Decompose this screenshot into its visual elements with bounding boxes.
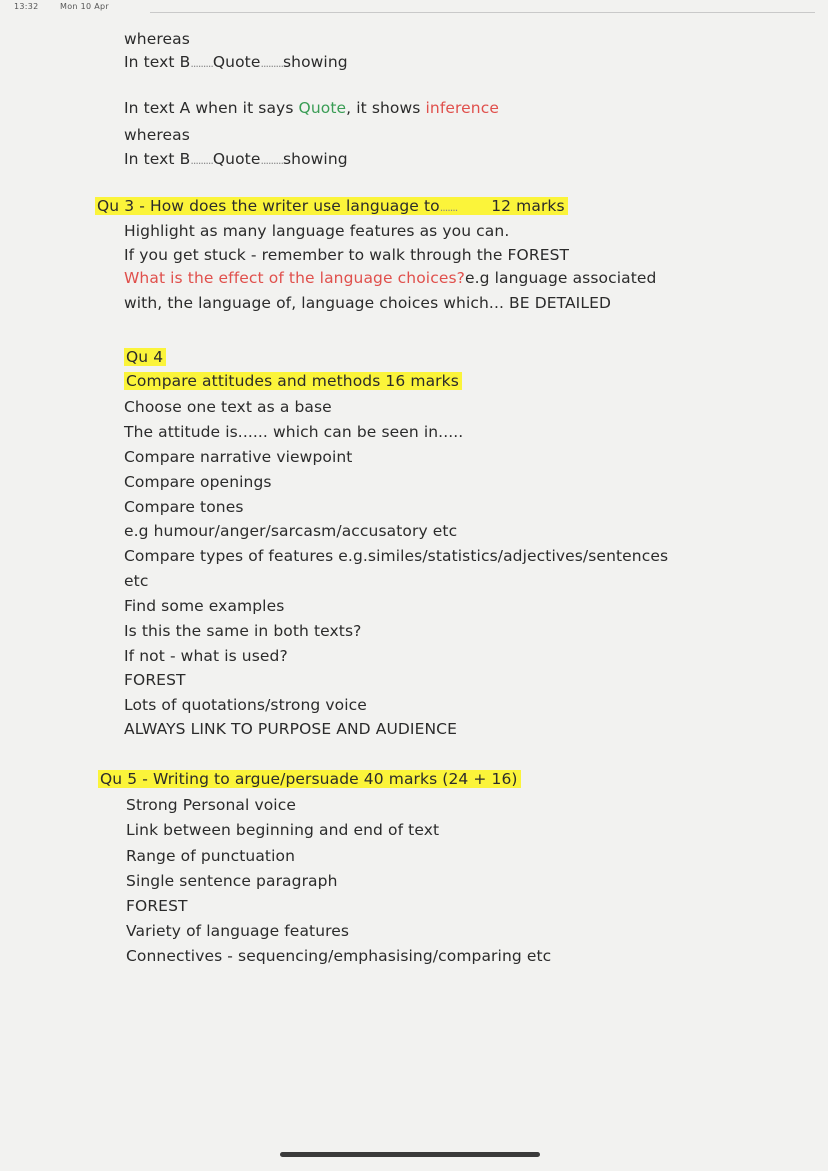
qu3-effect-rest: e.g language associated bbox=[464, 269, 657, 287]
dots: ......... bbox=[190, 57, 213, 70]
inference-word-red: inference bbox=[425, 99, 499, 117]
dots: ....... bbox=[439, 201, 458, 214]
text-b-prefix: In text B bbox=[124, 150, 191, 168]
qu5-heading bbox=[98, 769, 521, 789]
qu4-line: Compare tones bbox=[124, 498, 244, 516]
text-a-prefix: In text A when it says bbox=[124, 99, 299, 117]
status-date: Mon 10 Apr bbox=[60, 2, 109, 11]
home-indicator[interactable] bbox=[280, 1152, 540, 1157]
qu5-heading-highlight: Qu 5 - Writing to argue/persuade 40 marks (24 + 16) bbox=[98, 770, 521, 788]
qu4-line: FOREST bbox=[124, 671, 186, 689]
qu4-line: e.g humour/anger/sarcasm/accusatory etc bbox=[124, 522, 458, 540]
qu3-effect-red: What is the effect of the language choices? bbox=[124, 269, 465, 287]
qu5-line: FOREST bbox=[126, 897, 188, 915]
showing-word: showing bbox=[282, 150, 348, 168]
dots: ......... bbox=[190, 154, 213, 167]
whereas-line-2: whereas bbox=[124, 126, 190, 144]
qu4-line: Find some examples bbox=[124, 597, 285, 615]
qu3-heading bbox=[95, 196, 568, 218]
status-time: 13:32 bbox=[14, 2, 39, 11]
whereas-line-1: whereas bbox=[124, 30, 190, 48]
text-b-line-1 bbox=[124, 52, 348, 74]
qu4-line: Lots of quotations/strong voice bbox=[124, 696, 367, 714]
qu4-line: Compare narrative viewpoint bbox=[124, 448, 353, 466]
qu4-line: Is this the same in both texts? bbox=[124, 622, 362, 640]
qu4-line: The attitude is...... which can be seen in..... bbox=[124, 423, 464, 441]
qu3-heading-highlight bbox=[95, 197, 568, 215]
qu4-line: Compare openings bbox=[124, 473, 272, 491]
qu3-effect-line bbox=[124, 268, 657, 288]
quote-word: Quote bbox=[212, 150, 261, 168]
qu4-label bbox=[124, 347, 166, 367]
qu3-heading-text: Qu 3 - How does the writer use language to bbox=[97, 197, 440, 215]
qu4-line: If not - what is used? bbox=[124, 647, 288, 665]
qu5-line: Link between beginning and end of text bbox=[126, 821, 440, 839]
qu3-line-1: Highlight as many language features as you can. bbox=[124, 222, 510, 240]
qu4-label-highlight: Qu 4 bbox=[124, 348, 166, 366]
qu3-last-line: with, the language of, language choices which... BE DETAILED bbox=[124, 294, 612, 312]
qu4-heading-highlight: Compare attitudes and methods 16 marks bbox=[124, 372, 462, 390]
qu3-marks: 12 marks bbox=[491, 197, 565, 215]
qu5-line: Connectives - sequencing/emphasising/comparing etc bbox=[126, 947, 552, 965]
qu5-line: Strong Personal voice bbox=[126, 796, 296, 814]
dots: ......... bbox=[260, 154, 283, 167]
text-b-prefix: In text B bbox=[124, 53, 191, 71]
qu5-line: Variety of language features bbox=[126, 922, 350, 940]
qu5-line: Single sentence paragraph bbox=[126, 872, 338, 890]
showing-word: showing bbox=[282, 53, 348, 71]
quote-word: Quote bbox=[212, 53, 261, 71]
quote-word-green: Quote bbox=[298, 99, 347, 117]
qu5-line: Range of punctuation bbox=[126, 847, 296, 865]
qu4-line: etc bbox=[124, 572, 149, 590]
qu4-line: Choose one text as a base bbox=[124, 398, 332, 416]
qu4-line: Compare types of features e.g.similes/statistics/adjectives/sentences bbox=[124, 547, 669, 565]
qu4-line: ALWAYS LINK TO PURPOSE AND AUDIENCE bbox=[124, 720, 458, 738]
text-b-line-2 bbox=[124, 149, 348, 171]
qu3-line-2: If you get stuck - remember to walk through the FOREST bbox=[124, 246, 570, 264]
text-a-line bbox=[124, 98, 499, 118]
qu4-heading bbox=[124, 371, 462, 391]
dots: ......... bbox=[260, 57, 283, 70]
text-a-middle: , it shows bbox=[346, 99, 426, 117]
